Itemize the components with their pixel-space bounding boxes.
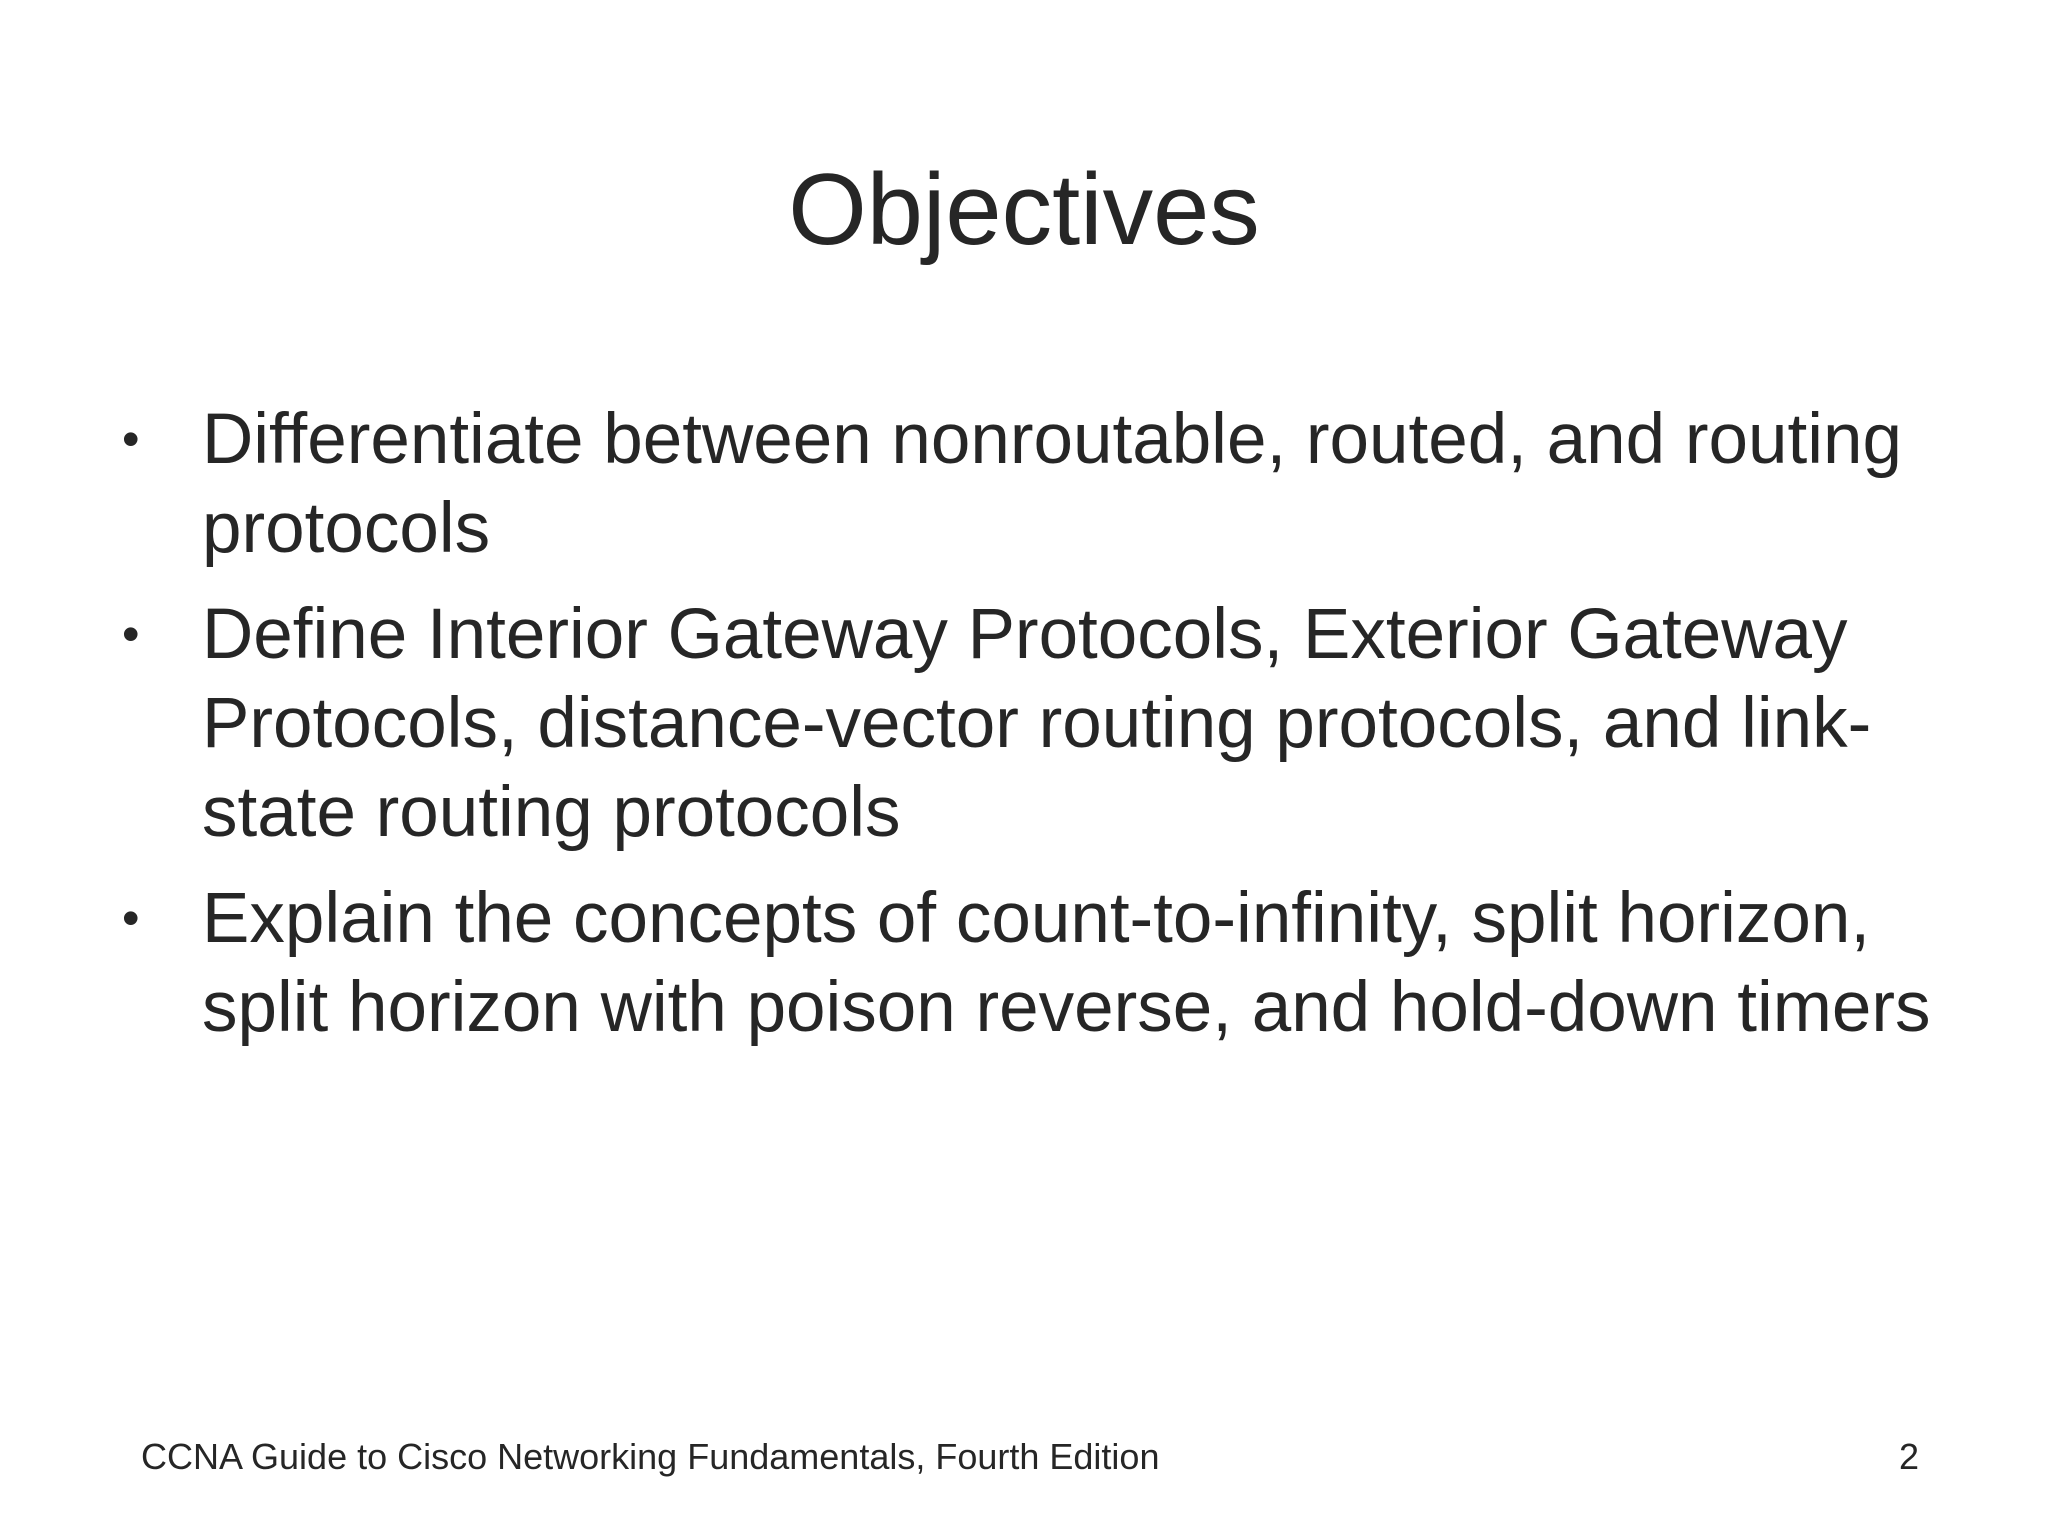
bullet-text: Differentiate between nonroutable, routed, and routing protocols: [202, 400, 1902, 568]
bullet-text: Define Interior Gateway Protocols, Exterior Gateway Protocols, distance-vector routing protocols, and link-state routing protocols: [202, 595, 1872, 852]
bullet-item: [122, 395, 1962, 573]
bullet-dot-icon: •: [122, 411, 140, 467]
footer-book-title: CCNA Guide to Cisco Networking Fundamentals, Fourth Edition: [141, 1436, 1160, 1477]
bullet-dot-icon: •: [122, 606, 140, 662]
bullet-dot-icon: •: [122, 890, 140, 946]
bullet-item: [122, 874, 1962, 1052]
bullet-text: Explain the concepts of count-to-infinity, split horizon, split horizon with poison reverse, and hold-down timers: [202, 879, 1931, 1047]
bullet-item: [122, 590, 1962, 857]
page-number: 2: [1898, 1436, 1919, 1477]
bullet-list: [122, 395, 1962, 1069]
slide-title: Objectives: [788, 154, 1260, 266]
